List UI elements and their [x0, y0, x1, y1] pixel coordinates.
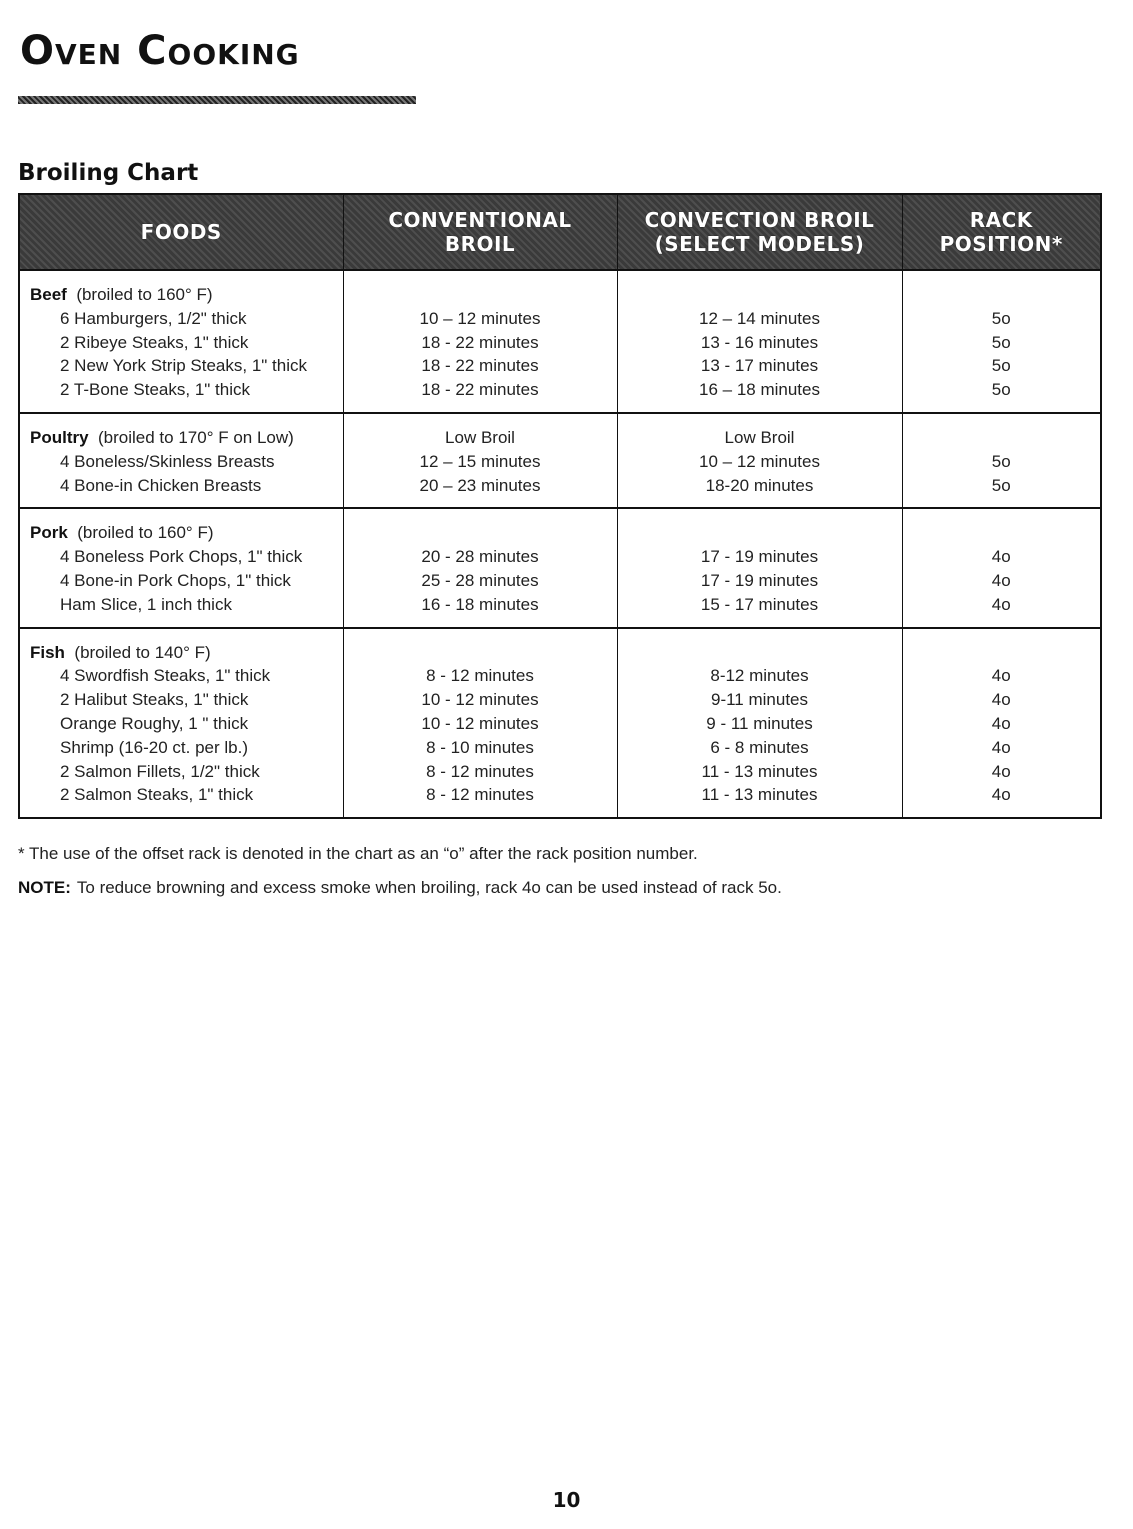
conventional-broil-cell — [343, 508, 617, 627]
foods-cell — [19, 270, 343, 413]
rack-position-header — [903, 641, 1101, 665]
convection-time: 18-20 minutes — [705, 475, 814, 495]
convection-time: 13 - 17 minutes — [700, 356, 819, 376]
header-convection-line1: CONVECTION BROIL — [644, 208, 875, 232]
rack-position: 5o — [991, 475, 1011, 495]
food-item: Ham Slice, 1 inch thick — [60, 594, 232, 614]
rack-position: 4o — [991, 666, 1011, 686]
browning-note — [18, 878, 782, 898]
conventional-time: 20 – 23 minutes — [419, 475, 541, 495]
foods-cell — [19, 413, 343, 508]
conventional-time: 18 - 22 minutes — [421, 380, 539, 400]
table-row — [19, 628, 1101, 819]
table-header-row — [19, 194, 1101, 270]
rack-footnote: * The use of the offset rack is denoted in the chart as an “o” after the rack position number. — [18, 844, 698, 863]
convection-broil-cell — [617, 413, 902, 508]
conventional-broil-cell — [343, 628, 617, 819]
convection-time-header: Low Broil — [724, 427, 795, 447]
note-text: To reduce browning and excess smoke when broiling, rack 4o can be used instead of rack 5o. — [76, 878, 782, 897]
conventional-time: 20 - 28 minutes — [421, 547, 539, 567]
header-conventional-line2: BROIL — [444, 232, 516, 256]
convection-time: 12 – 14 minutes — [699, 308, 820, 328]
table-row — [19, 508, 1101, 627]
foods-cell — [19, 508, 343, 627]
foods-cell — [19, 628, 343, 819]
convection-time: 17 - 19 minutes — [700, 570, 819, 590]
conventional-time-header — [344, 521, 617, 545]
food-item: 2 Salmon Fillets, 1/2" thick — [60, 761, 260, 781]
header-rack-line1: RACK — [969, 208, 1033, 232]
header-conventional-broil — [343, 194, 617, 270]
title-underline — [18, 96, 416, 104]
food-item: 6 Hamburgers, 1/2" thick — [60, 308, 247, 328]
conventional-time: 8 - 10 minutes — [426, 737, 534, 757]
convection-time: 11 - 13 minutes — [701, 785, 818, 805]
rack-position: 4o — [991, 547, 1011, 567]
conventional-time: 8 - 12 minutes — [426, 761, 534, 781]
header-foods-label: FOODS — [140, 220, 222, 244]
food-group-note: (broiled to 140° F) — [74, 642, 211, 662]
convection-time: 17 - 19 minutes — [700, 547, 819, 567]
rack-position-header — [903, 283, 1101, 307]
section-heading: Broiling Chart — [18, 160, 199, 186]
header-conventional-line1: CONVENTIONAL — [388, 208, 572, 232]
food-group-name: Fish — [30, 642, 65, 662]
food-group-heading — [30, 283, 343, 307]
header-convection-broil — [617, 194, 902, 270]
convection-broil-cell — [617, 270, 902, 413]
header-rack-line2: POSITION* — [939, 232, 1063, 256]
rack-position-cell — [902, 270, 1101, 413]
rack-position: 4o — [991, 570, 1011, 590]
conventional-time: 16 - 18 minutes — [421, 594, 539, 614]
food-item: 2 Halibut Steaks, 1" thick — [60, 690, 249, 710]
table-body — [19, 270, 1101, 818]
conventional-time-header — [344, 641, 617, 665]
convection-time: 9-11 minutes — [710, 690, 808, 710]
conventional-time: 12 – 15 minutes — [419, 451, 541, 471]
rack-position: 5o — [991, 380, 1011, 400]
food-item: Shrimp (16-20 ct. per lb.) — [60, 737, 249, 757]
conventional-time: 18 - 22 minutes — [421, 332, 539, 352]
convection-time: 11 - 13 minutes — [701, 761, 818, 781]
rack-position: 5o — [991, 332, 1011, 352]
conventional-time: 8 - 12 minutes — [426, 785, 534, 805]
rack-position-cell — [902, 628, 1101, 819]
food-group-heading — [30, 426, 343, 450]
convection-time: 9 - 11 minutes — [706, 713, 813, 733]
rack-position: 4o — [991, 785, 1011, 805]
rack-position-cell — [902, 508, 1101, 627]
food-group-heading — [30, 641, 343, 665]
rack-position: 5o — [991, 451, 1011, 471]
broiling-chart-table — [18, 193, 1102, 819]
header-rack-position — [902, 194, 1101, 270]
rack-position-header — [903, 426, 1101, 450]
rack-position: 4o — [991, 690, 1011, 710]
conventional-time: 8 - 12 minutes — [426, 666, 534, 686]
note-label: NOTE: — [18, 878, 71, 897]
food-item: 4 Bone-in Chicken Breasts — [60, 475, 262, 495]
convection-time-header — [618, 283, 902, 307]
conventional-time: 25 - 28 minutes — [421, 570, 539, 590]
food-group-name: Pork — [30, 523, 68, 543]
rack-position: 4o — [991, 713, 1011, 733]
conventional-time: 10 - 12 minutes — [421, 690, 539, 710]
conventional-time-header: Low Broil — [445, 427, 515, 447]
food-item: 4 Boneless Pork Chops, 1" thick — [60, 547, 303, 567]
convection-time: 15 - 17 minutes — [700, 594, 819, 614]
convection-time-header — [618, 641, 902, 665]
rack-position: 4o — [991, 737, 1011, 757]
food-group-name: Poultry — [30, 427, 89, 447]
food-group-note: (broiled to 170° F on Low) — [98, 427, 294, 447]
table-row — [19, 270, 1101, 413]
food-item: 4 Bone-in Pork Chops, 1" thick — [60, 570, 291, 590]
rack-position: 4o — [991, 761, 1011, 781]
rack-position: 4o — [991, 594, 1011, 614]
rack-position-header — [903, 521, 1101, 545]
food-group-name: Beef — [30, 285, 67, 304]
rack-position: 5o — [991, 308, 1011, 328]
food-group-heading — [30, 521, 343, 545]
header-convection-line2: (SELECT MODELS) — [654, 232, 865, 256]
convection-time-header — [618, 521, 902, 545]
conventional-broil-cell — [343, 270, 617, 413]
conventional-time: 10 - 12 minutes — [421, 713, 539, 733]
conventional-broil-cell — [343, 413, 617, 508]
food-item: 2 Salmon Steaks, 1" thick — [60, 785, 254, 805]
convection-time: 13 - 16 minutes — [700, 332, 819, 352]
page-number: 10 — [552, 1488, 581, 1512]
convection-broil-cell — [617, 508, 902, 627]
food-item: 2 New York Strip Steaks, 1" thick — [60, 356, 307, 376]
rack-position: 5o — [991, 356, 1011, 376]
convection-time: 10 – 12 minutes — [699, 451, 820, 471]
convection-time: 6 - 8 minutes — [710, 737, 809, 757]
conventional-time: 18 - 22 minutes — [421, 356, 539, 376]
food-item: 4 Swordfish Steaks, 1" thick — [60, 666, 271, 686]
food-group-note: (broiled to 160° F) — [76, 285, 213, 304]
table-row — [19, 413, 1101, 508]
conventional-time: 10 – 12 minutes — [419, 308, 541, 328]
food-item: 4 Boneless/Skinless Breasts — [60, 451, 275, 471]
convection-time: 8-12 minutes — [710, 666, 809, 686]
header-foods — [19, 194, 343, 270]
food-group-note: (broiled to 160° F) — [77, 523, 214, 543]
page-title: Oven Cooking — [20, 28, 300, 74]
convection-time: 16 – 18 minutes — [699, 380, 820, 400]
convection-broil-cell — [617, 628, 902, 819]
food-item: 2 T-Bone Steaks, 1" thick — [60, 380, 250, 400]
food-item: 2 Ribeye Steaks, 1" thick — [60, 332, 249, 352]
food-item: Orange Roughy, 1 " thick — [60, 713, 249, 733]
rack-position-cell — [902, 413, 1101, 508]
conventional-time-header — [344, 283, 617, 307]
